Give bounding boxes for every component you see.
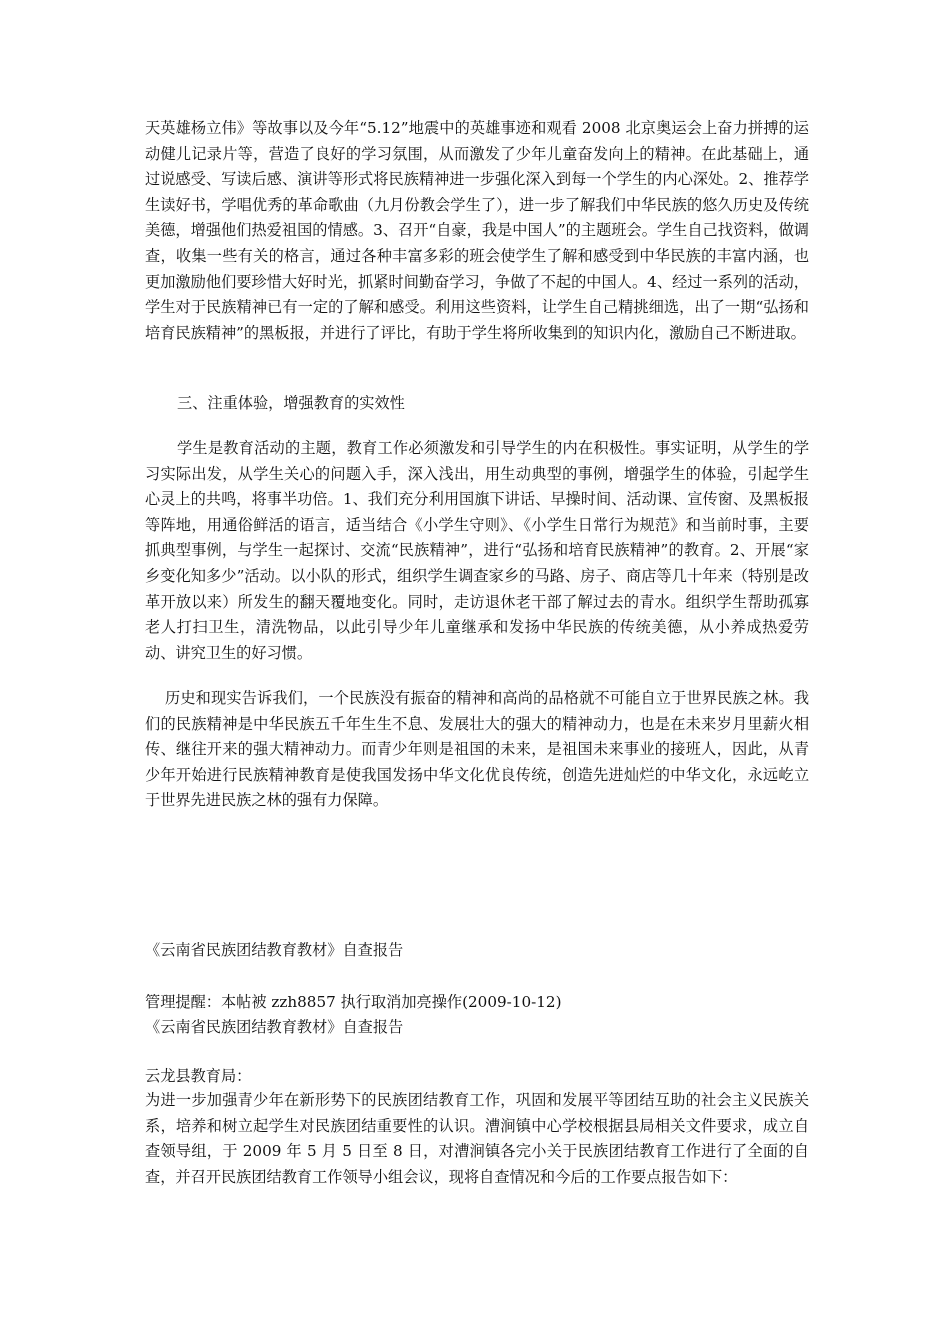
section-heading-three: 三、注重体验，增强教育的实效性 — [177, 394, 405, 412]
paragraph-self-inspection-intro: 为进一步加强青少年在新形势下的民族团结教育工作，巩固和发展平等团结互助的社会主义民族关系，培养和树立起学生对民族团结重要性的认识。漕涧镇中心学校根据县局相关文件要求，成立自查领导组，于 2009 年 5 月 5 日至 8 日，对漕涧镇各完小关于民族团结教育工作进行了全面的自查，并召开民族团结教育工作领导小组会议，现将自查情况和今后的工作要点报告如下： — [145, 1091, 809, 1186]
paragraph-experience-education: 学生是教育活动的主题，教育工作必须激发和引导学生的内在积极性。事实证明，从学生的学习实际出发，从学生关心的问题入手，深入浅出，用生动典型的事例，增强学生的体验，引起学生心灵上的共鸣，将事半功倍。1、我们充分利用国旗下讲话、早操时间、活动课、宣传窗、及黑板报等阵地，用通俗鲜活的语言，适当结合《小学生守则》、《小学生日常行为规范》和当前时事，主要抓典型事例，与学生一起探讨、交流“民族精神”，进行“弘扬和培育民族精神”的教育。2、开展“家乡变化知多少”活动。以小队的形式，组织学生调查家乡的马路、房子、商店等几十年来（特别是改革开放以来）所发生的翻天覆地变化。同时，走访退休老干部了解过去的青水。组织学生帮助孤寡老人打扫卫生，清洗物品，以此引导少年儿童继承和发扬中华民族的传统美德，从小养成热爱劳动、讲究卫生的好习惯。 — [145, 439, 809, 662]
paragraph-history-reality: 历史和现实告诉我们，一个民族没有振奋的精神和高尚的品格就不可能自立于世界民族之林。我们的民族精神是中华民族五千年生生不息、发展壮大的强大的精神动力，也是在未来岁月里薪火相传、继往开来的强大精神动力。而青少年则是祖国的未来，是祖国未来事业的接班人，因此，从青少年开始进行民族精神教育是使我国发扬中华文化优良传统，创造先进灿烂的中华文化，永远屹立于世界先进民族之林的强有力保障。 — [145, 689, 809, 810]
addressee: 云龙县教育局： — [145, 1067, 252, 1085]
report-title: 《云南省民族团结教育教材》自查报告 — [145, 941, 404, 959]
admin-note: 管理提醒：本帖被 zzh8857 执行取消加亮操作(2009-10-12) — [145, 993, 562, 1011]
paragraph-ethnic-spirit-activities: 天英雄杨立伟》等故事以及今年“5.12”地震中的英雄事迹和观看 2008 北京奥运会上奋力拼搏的运动健儿记录片等，营造了良好的学习氛围，从而激发了少年儿童奋发向上的精神。在此基础上，通过说感受、写读后感、演讲等形式将民族精神进一步强化深入到每一个学生的内心深处。2、推荐学生读好书，学唱优秀的革命歌曲（九月份教会学生了），进一步了解我们中华民族的悠久历史及传统美德，增强他们热爱祖国的情感。3、召开“自豪，我是中国人”的主题班会。学生自己找资料，做调查，收集一些有关的格言，通过各种丰富多彩的班会使学生了解和感受到中华民族的丰富内涵，也更加激励他们要珍惜大好时光，抓紧时间勤奋学习，争做了不起的中国人。4、经过一系列的活动，学生对于民族精神已有一定的了解和感受。利用这些资料，让学生自己精挑细选，出了一期“弘扬和培育民族精神”的黑板报，并进行了评比，有助于学生将所收集到的知识内化，激励自己不断进取。 — [145, 119, 809, 342]
report-title-repeat: 《云南省民族团结教育教材》自查报告 — [145, 1018, 404, 1036]
